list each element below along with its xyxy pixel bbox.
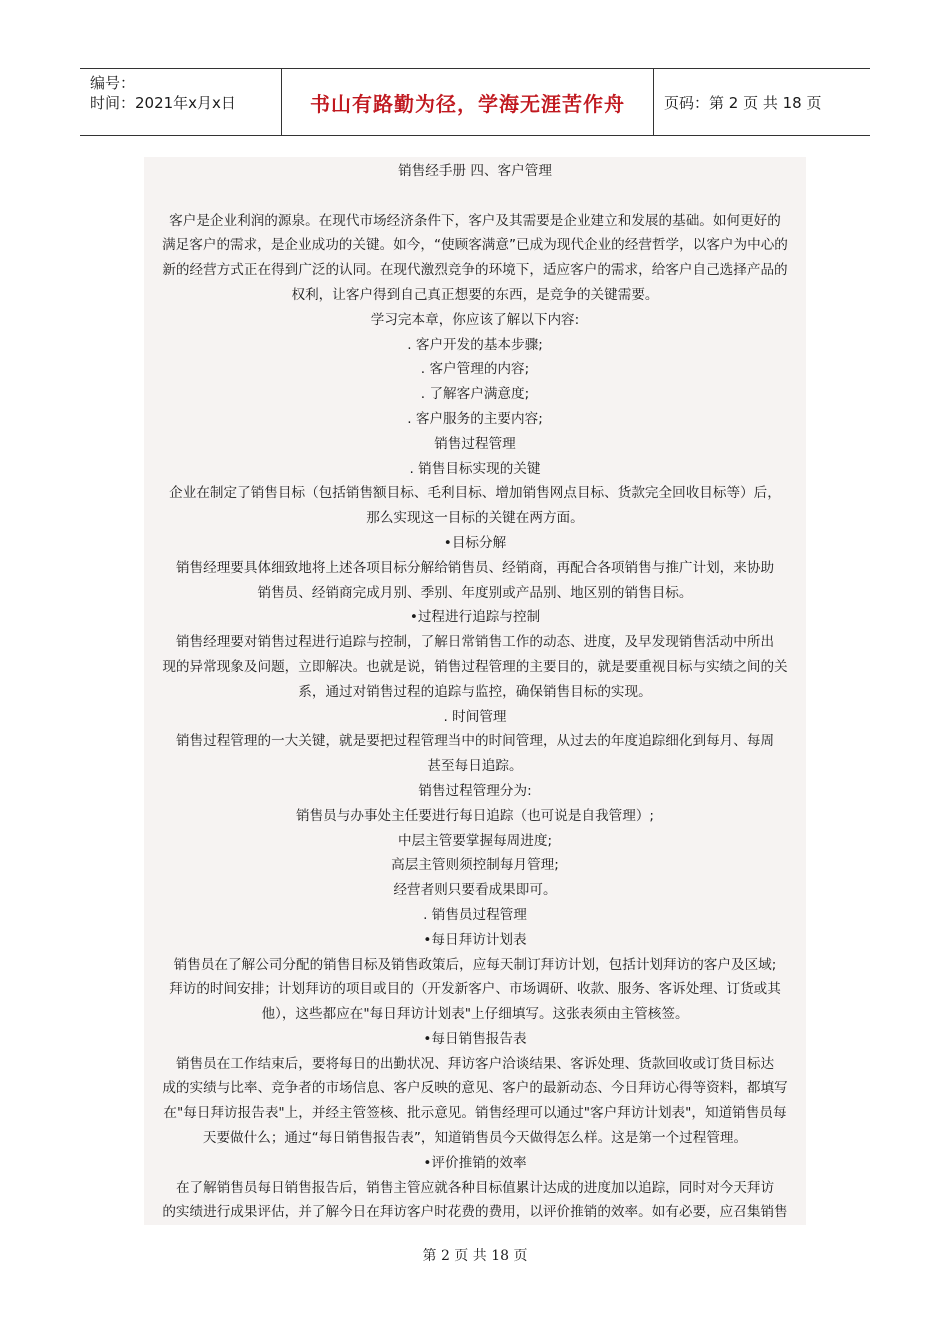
- body-line: 销售员在工作结束后，要将每日的出勤状况、拜访客户洽谈结果、客诉处理、货款回收或订货目标达: [175, 1055, 775, 1072]
- body-line: 销售过程管理分为:: [418, 782, 532, 799]
- body-line: 系，通过对销售过程的追踪与监控，确保销售目标的实现。: [298, 683, 652, 700]
- body-line: 的实绩进行成果评估，并了解今日在拜访客户时花费的费用，以评价推销的效率。如有必要，应召集销售: [162, 1204, 788, 1221]
- body-line: 企业在制定了销售目标（包括销售额目标、毛利目标、增加销售网点目标、货款完全回收目标等）后，: [169, 485, 781, 502]
- body-line: . 客户开发的基本步骤;: [407, 336, 543, 353]
- body-line: 经营者则只要看成果即可。: [393, 882, 557, 899]
- body-line: . 了解客户满意度;: [420, 386, 530, 403]
- body-line: 天要做什么；通过“每日销售报告表”，知道销售员今天做得怎么样。这是第一个过程管理。: [202, 1130, 748, 1147]
- body-line: 拜访的时间安排；计划拜访的项目或目的（开发新客户、市场调研、收款、服务、客诉处理、订货或其: [169, 981, 781, 998]
- body-line: 高层主管则须控制每月管理;: [391, 857, 559, 874]
- body-line: . 销售员过程管理: [423, 906, 527, 923]
- body-line: 销售经理要对销售过程进行追踪与控制，了解日常销售工作的动态、进度，及早发现销售活动中所出: [175, 634, 775, 651]
- body-line: 销售过程管理: [434, 435, 516, 452]
- document-number-label: 编号：: [90, 74, 136, 92]
- body-line: 销售经理要具体细致地将上述各项目标分解给销售员、经销商，再配合各项销售与推广计划，来协助: [175, 559, 775, 576]
- body-line: 甚至每日追踪。: [427, 758, 523, 775]
- body-line: •每日拜访计划表: [423, 931, 527, 948]
- body-line: 在"每日拜访报告表"上，并经主管签核、批示意见。销售经理可以通过"客户拜访计划表"，知道销售员每: [163, 1105, 787, 1122]
- body-line: •目标分解: [443, 534, 507, 551]
- body-line: [144, 184, 806, 209]
- body-line: 客户是企业利润的源泉。在现代市场经济条件下，客户及其需要是企业建立和发展的基础。如何更好的: [169, 212, 781, 229]
- body-line: 中层主管要掌握每周进度;: [397, 832, 553, 849]
- body-line: 满足客户的需求，是企业成功的关键。如今，“使顾客满意”已成为现代企业的经营哲学，以客户为中心的: [162, 237, 788, 254]
- body-line: •评价推销的效率: [423, 1154, 527, 1171]
- body-line: 销售员在了解公司分配的销售目标及销售政策后，应每天制订拜访计划，包括计划拜访的客户及区域;: [173, 956, 777, 973]
- body-line: . 客户服务的主要内容;: [407, 410, 543, 427]
- body-line: . 销售目标实现的关键: [409, 460, 541, 477]
- body-line: 现的异常现象及问题，立即解决。也就是说，销售过程管理的主要目的，就是要重视目标与实绩之间的关: [162, 658, 788, 675]
- body-line: •每日销售报告表: [423, 1030, 527, 1047]
- body-line: 学习完本章，你应该了解以下内容:: [370, 311, 580, 328]
- page-footer: 第 2 页 共 18 页: [422, 1248, 528, 1264]
- body-line: 在了解销售员每日销售报告后，销售主管应就各种目标值累计达成的进度加以追踪，同时对今天拜访: [175, 1179, 775, 1196]
- header-page-info: 页码：第 2 页 共 18 页: [664, 93, 822, 112]
- body-line: 新的经营方式正在得到广泛的认同。在现代激烈竞争的环境下，适应客户的需求，给客户自己选择产品的: [162, 262, 788, 279]
- page-header: [80, 68, 870, 136]
- body-line: 成的实绩与比率、竞争者的市场信息、客户反映的意见、客户的最新动态、今日拜访心得等资料，都填写: [162, 1080, 788, 1097]
- document-body: [144, 157, 806, 1225]
- body-line: 销售员、经销商完成月别、季别、年度别或产品别、地区别的销售目标。: [257, 584, 693, 601]
- body-line: 销售经手册 四、客户管理: [398, 163, 552, 179]
- body-line: . 客户管理的内容;: [420, 361, 530, 378]
- body-line: . 时间管理: [443, 708, 507, 725]
- body-line: 销售员与办事处主任要进行每日追踪（也可说是自我管理）;: [295, 807, 654, 824]
- header-meta-cell: [80, 69, 282, 135]
- body-line: 权利，让客户得到自己真正想要的东西，是竞争的关键需要。: [291, 286, 659, 303]
- body-line: •过程进行追踪与控制: [409, 609, 541, 626]
- header-motto: 书山有路勤为径，学海无涯苦作舟: [282, 69, 654, 135]
- document-date: 时间：2021年x月x日: [90, 94, 236, 112]
- body-line: 他），这些都应在"每日拜访计划表"上仔细填写。这张表须由主管核签。: [261, 1006, 689, 1023]
- body-line: 销售过程管理的一大关键，就是要把过程管理当中的时间管理，从过去的年度追踪细化到每月、每周: [175, 733, 775, 750]
- body-line: 那么实现这一目标的关键在两方面。: [366, 510, 584, 527]
